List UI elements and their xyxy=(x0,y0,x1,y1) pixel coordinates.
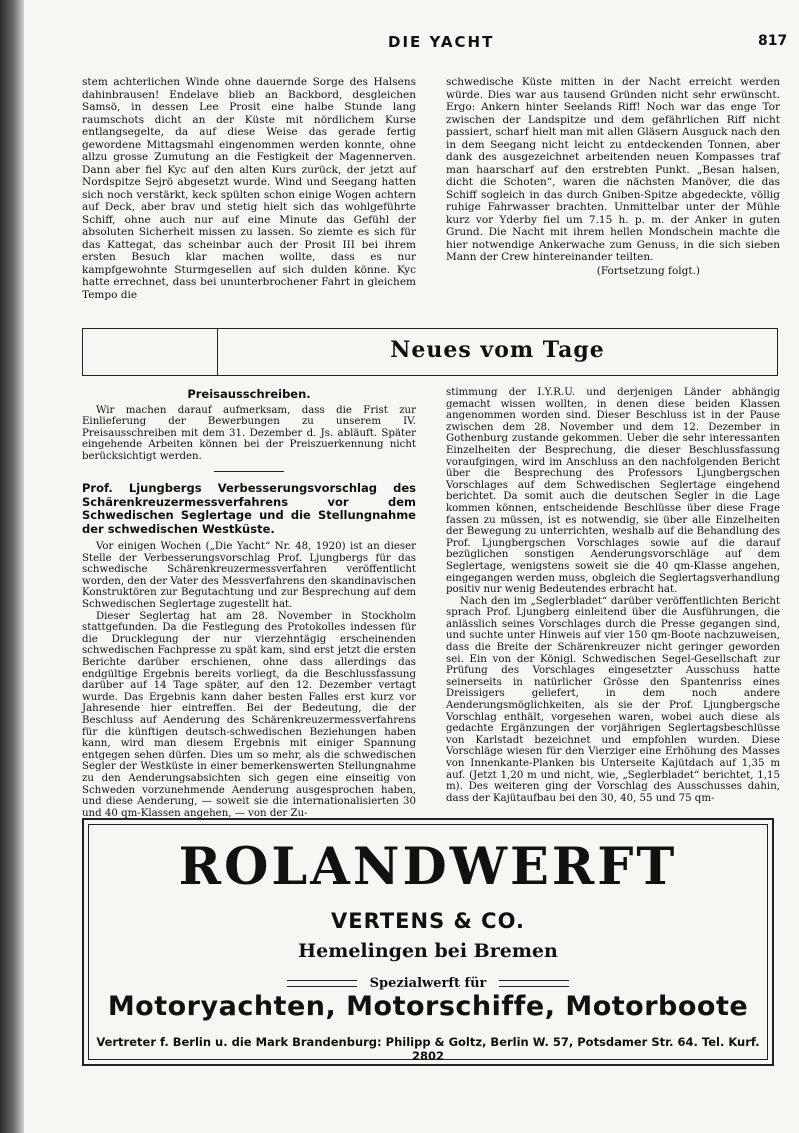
story-column-right xyxy=(446,76,780,277)
continued-note: (Fortsetzung folgt.) xyxy=(596,264,700,277)
ad-special: Spezialwerft für xyxy=(369,976,487,991)
ad-company-name: ROLANDWERFT xyxy=(178,837,678,897)
section-banner xyxy=(82,328,778,376)
journal-title: DIE YACHT xyxy=(388,33,495,51)
running-head xyxy=(0,33,799,53)
ad-representative: Vertreter f. Berlin u. die Mark Brandenburg: Philipp & Goltz, Berlin W. 57, Potsdamer Str. 64. Tel. Kurf. 2802 xyxy=(96,1035,760,1063)
section-title: Neues vom Tage xyxy=(390,337,605,363)
article-title: Prof. Ljungbergs Verbesserungsvorschlag des Schärenkreuzermessverfahrens vor dem Schwedischen Seglertage und die Stellungnahme der schwedischen Westküste. xyxy=(82,481,416,536)
article-paragraph: Vor einigen Wochen („Die Yacht“ Nr. 48, 1920) ist an dieser Stelle der Verbesserungsvorschlag Prof. Ljungbergs für das schwedische Schärenkreuzermessverfahren veröffentlicht worden, den der Vater des Messverfahrens den skandinavischen Konstruktören zur Begutachtung und zur Besprechung auf dem Schwedischen Seglertage zugestellt hat. xyxy=(82,541,416,611)
news-column-left xyxy=(82,387,416,819)
ad-special-row xyxy=(89,973,767,989)
story-paragraph: schwedische Küste mitten in der Nacht erreicht werden würde. Dies war aus tausend Gründen nicht sehr erwünscht. Ergo: Ankern hinter Seelands Riff! Noch war das enge Tor zwischen der Landspitze und dem gefährlichen Riff nicht passiert, scharf hielt man mit allen Gläsern Ausguck nach den in dem Seegang nicht leicht zu entdeckenden Tonnen, aber dank des ausgezeichnet arbeitenden neuen Kompasses traf man haarscharf auf den erstrebten Punkt. „Besan halsen, dicht die Schoten“, waren die nächsten Manöver, die das Schiff sogleich in das durch Gniben-Spitze abgedeckte, völlig ruhige Fahrwasser brachten. Unmittelbar unter der Mühle kurz vor Yderby fiel um 7.15 h. p. m. der Anker in guten Grund. Die Nacht mit ihrem hellen Mondschein machte die hier notwendige Ankerwache zum Genuss, in die sich sieben Mann der Crew hintereinander teilten. xyxy=(446,76,780,263)
news-column-right xyxy=(446,387,780,804)
ad-company-subtitle: VERTENS & CO. xyxy=(331,909,525,933)
article-paragraph: Nach den im „Seglerbladet“ darüber veröffentlichten Bericht sprach Prof. Ljungberg einleitend über die Ausführungen, die anlässlich seines Vorschlages durch die Presse gegangen sind, und suchte unter Hinweis auf vier 150 qm-Boote nachzuweisen, dass die Breite der Schärenkreuzer nicht geringer geworden sei. Ein von der Königl. Schwedischen Segel-Gesellschaft zur Prüfung des Vorschlages eingesetzter Ausschuss hatte seinerseits in natürlicher Grösse den Spantenriss eines Dreissigers geliefert, in dem noch andere Aenderungsmöglichkeiten, als sie der Prof. Ljungbergsche Vorschlag enthält, vorgesehen waren, wobei auch diese als gedachte Ergänzungen der vorjährigen Seglertagsbeschlüsse von Karlstadt bezeichnet und empfohlen wurden. Diese Vorschläge wiesen für den Vierziger eine Erhöhung des Masses von Innenkante-Planken bis Unterseite Kajütdach auf 1,35 m auf. (Jetzt 1,20 m und nicht, wie, „Seglerbladet“ berichtet, 1,15 m). Des weiteren ging der Vorschlag des Ausschusses dahin, dass der Kajütaufbau bei den 30, 40, 55 und 75 qm- xyxy=(446,595,780,804)
advertisement-inner-frame xyxy=(88,824,768,1063)
ad-products: Motoryachten, Motorschiffe, Motorboote xyxy=(107,991,749,1022)
notice-text: Wir machen darauf aufmerksam, dass die Frist zur Einlieferung der Bewerbungen zu unserem IV. Preisausschreiben mit dem 31. Dezember d. Js. abläuft. Später eingehende Arbeiten können bei der Preiszuerkennung nicht berücksichtigt werden. xyxy=(82,404,416,462)
section-banner-box xyxy=(217,329,777,375)
article-paragraph: Dieser Seglertag hat am 28. November in Stockholm stattgefunden. Da die Festlegung des Protokolles indessen für die Drucklegung der nur vierzehntägig erscheinenden schwedischen Fachpresse zu spät kam, sind erst jetzt die ersten Berichte darüber erschienen, ohne dass allerdings das endgültige Ergebnis bereits vorliegt, da die Beschlussfassung darüber auf 14 Tage später, auf den 12. Dezember vertagt wurde. Das Ergebnis kann daher besten Falles erst kurz vor Jahresende hier eintreffen. Bei der Bedeutung, die der Beschluss auf Aenderung des Schärenkreuzermessverfahrens für die künftigen deutsch-schwedischen Beziehungen haben kann, wird man diesem Ergebnis mit einiger Spannung entgegen sehen dürfen. Dies um so mehr, als die schwedischen Segler der Westküste in einer bemerkenswerten Stellungnahme zu den Aenderungsabsichten sich gegen eine einseitig von Schweden vorzunehmende Aenderung ausgesprochen haben, und diese Aenderung, — soweit sie die internationalisierten 30 und 40 qm-Klassen angehen, — von der Zu- xyxy=(82,610,416,819)
page-number: 817 xyxy=(758,33,788,49)
article-paragraph: stimmung der I.Y.R.U. und derjenigen Länder abhängig gemacht wissen wollten, in denen diese beiden Klassen angenommen worden sind. Dieser Beschluss ist in der Pause zwischen dem 28. November und dem 12. Dezember in Gothenburg zustande gekommen. Ueber die sehr interessanten Einzelheiten der Besprechung, die dieser Beschlussfassung voraufgingen, wird im Anschluss an den nachfolgenden Bericht über die Besprechung des Professors Ljungbergschen Vorschlages auf dem Schwedischen Seglertage eingehend berichtet. Da somit auch die deutschen Segler in die Lage kommen können, entscheidende Beschlüsse über diese Frage fassen zu müssen, ist es notwendig, sie über alle Einzelheiten der Bewegung zu unterrichten, weshalb auf die Behandlung des Prof. Ljungbergschen Vorschlages sowie auf die darauf bezüglichen sonstigen Aenderungsvorschläge auf dem Seglertage, wenigstens soweit sie die 40 qm-Klasse angehen, eingegangen werden muss, obgleich die Seglertagsverhandlung positiv nur wenig Bedeutendes erbracht hat. xyxy=(446,387,780,596)
story-paragraph: stem achterlichen Winde ohne dauernde Sorge des Halsens dahinbrausen! Endelave blieb an Backbord, desgleichen Samsö, in dessen Lee Prosit eine halbe Stunde lang raumschots dicht an der Küste mit nördlichem Kurse entlangsegelte, da auf diese Weise das gerade fertig gewordene Mittagsmahl eingenommen werden konnte, ohne allzu grosse Zumutung an die Festigkeit der Magennerven. Dann aber fiel Kyc auf den alten Kurs zurück, der jetzt auf Nordspitze Sejrö abgesetzt wurde. Wind und Seegang hatten sich noch verstärkt, keck spülten schon einige Wogen achtern auf Deck, aber brav und stetig hielt sich das wohlgeführte Schiff, ohne auch nur auf eine Minute das Gefühl der absoluten Sicherheit missen zu lassen. So ziemte es sich für das Kattegat, das scheinbar auch der Prosit III bei ihrem ersten Besuch klar machen wollte, dass es nur kampfgewohnte Sturmgesellen auf sich dulden könne. Kyc hatte errechnet, dass bei ununterbrochener Fahrt in gleichem Tempo die xyxy=(82,76,416,301)
ad-rule-right xyxy=(499,980,569,987)
ad-location: Hemelingen bei Bremen xyxy=(298,940,558,962)
book-spine-shadow xyxy=(0,0,24,1133)
separator-rule xyxy=(214,471,284,473)
advertisement xyxy=(82,818,774,1066)
story-column-left xyxy=(82,76,416,301)
ad-rule-left xyxy=(287,980,357,987)
notice-heading: Preisausschreiben. xyxy=(187,387,311,401)
